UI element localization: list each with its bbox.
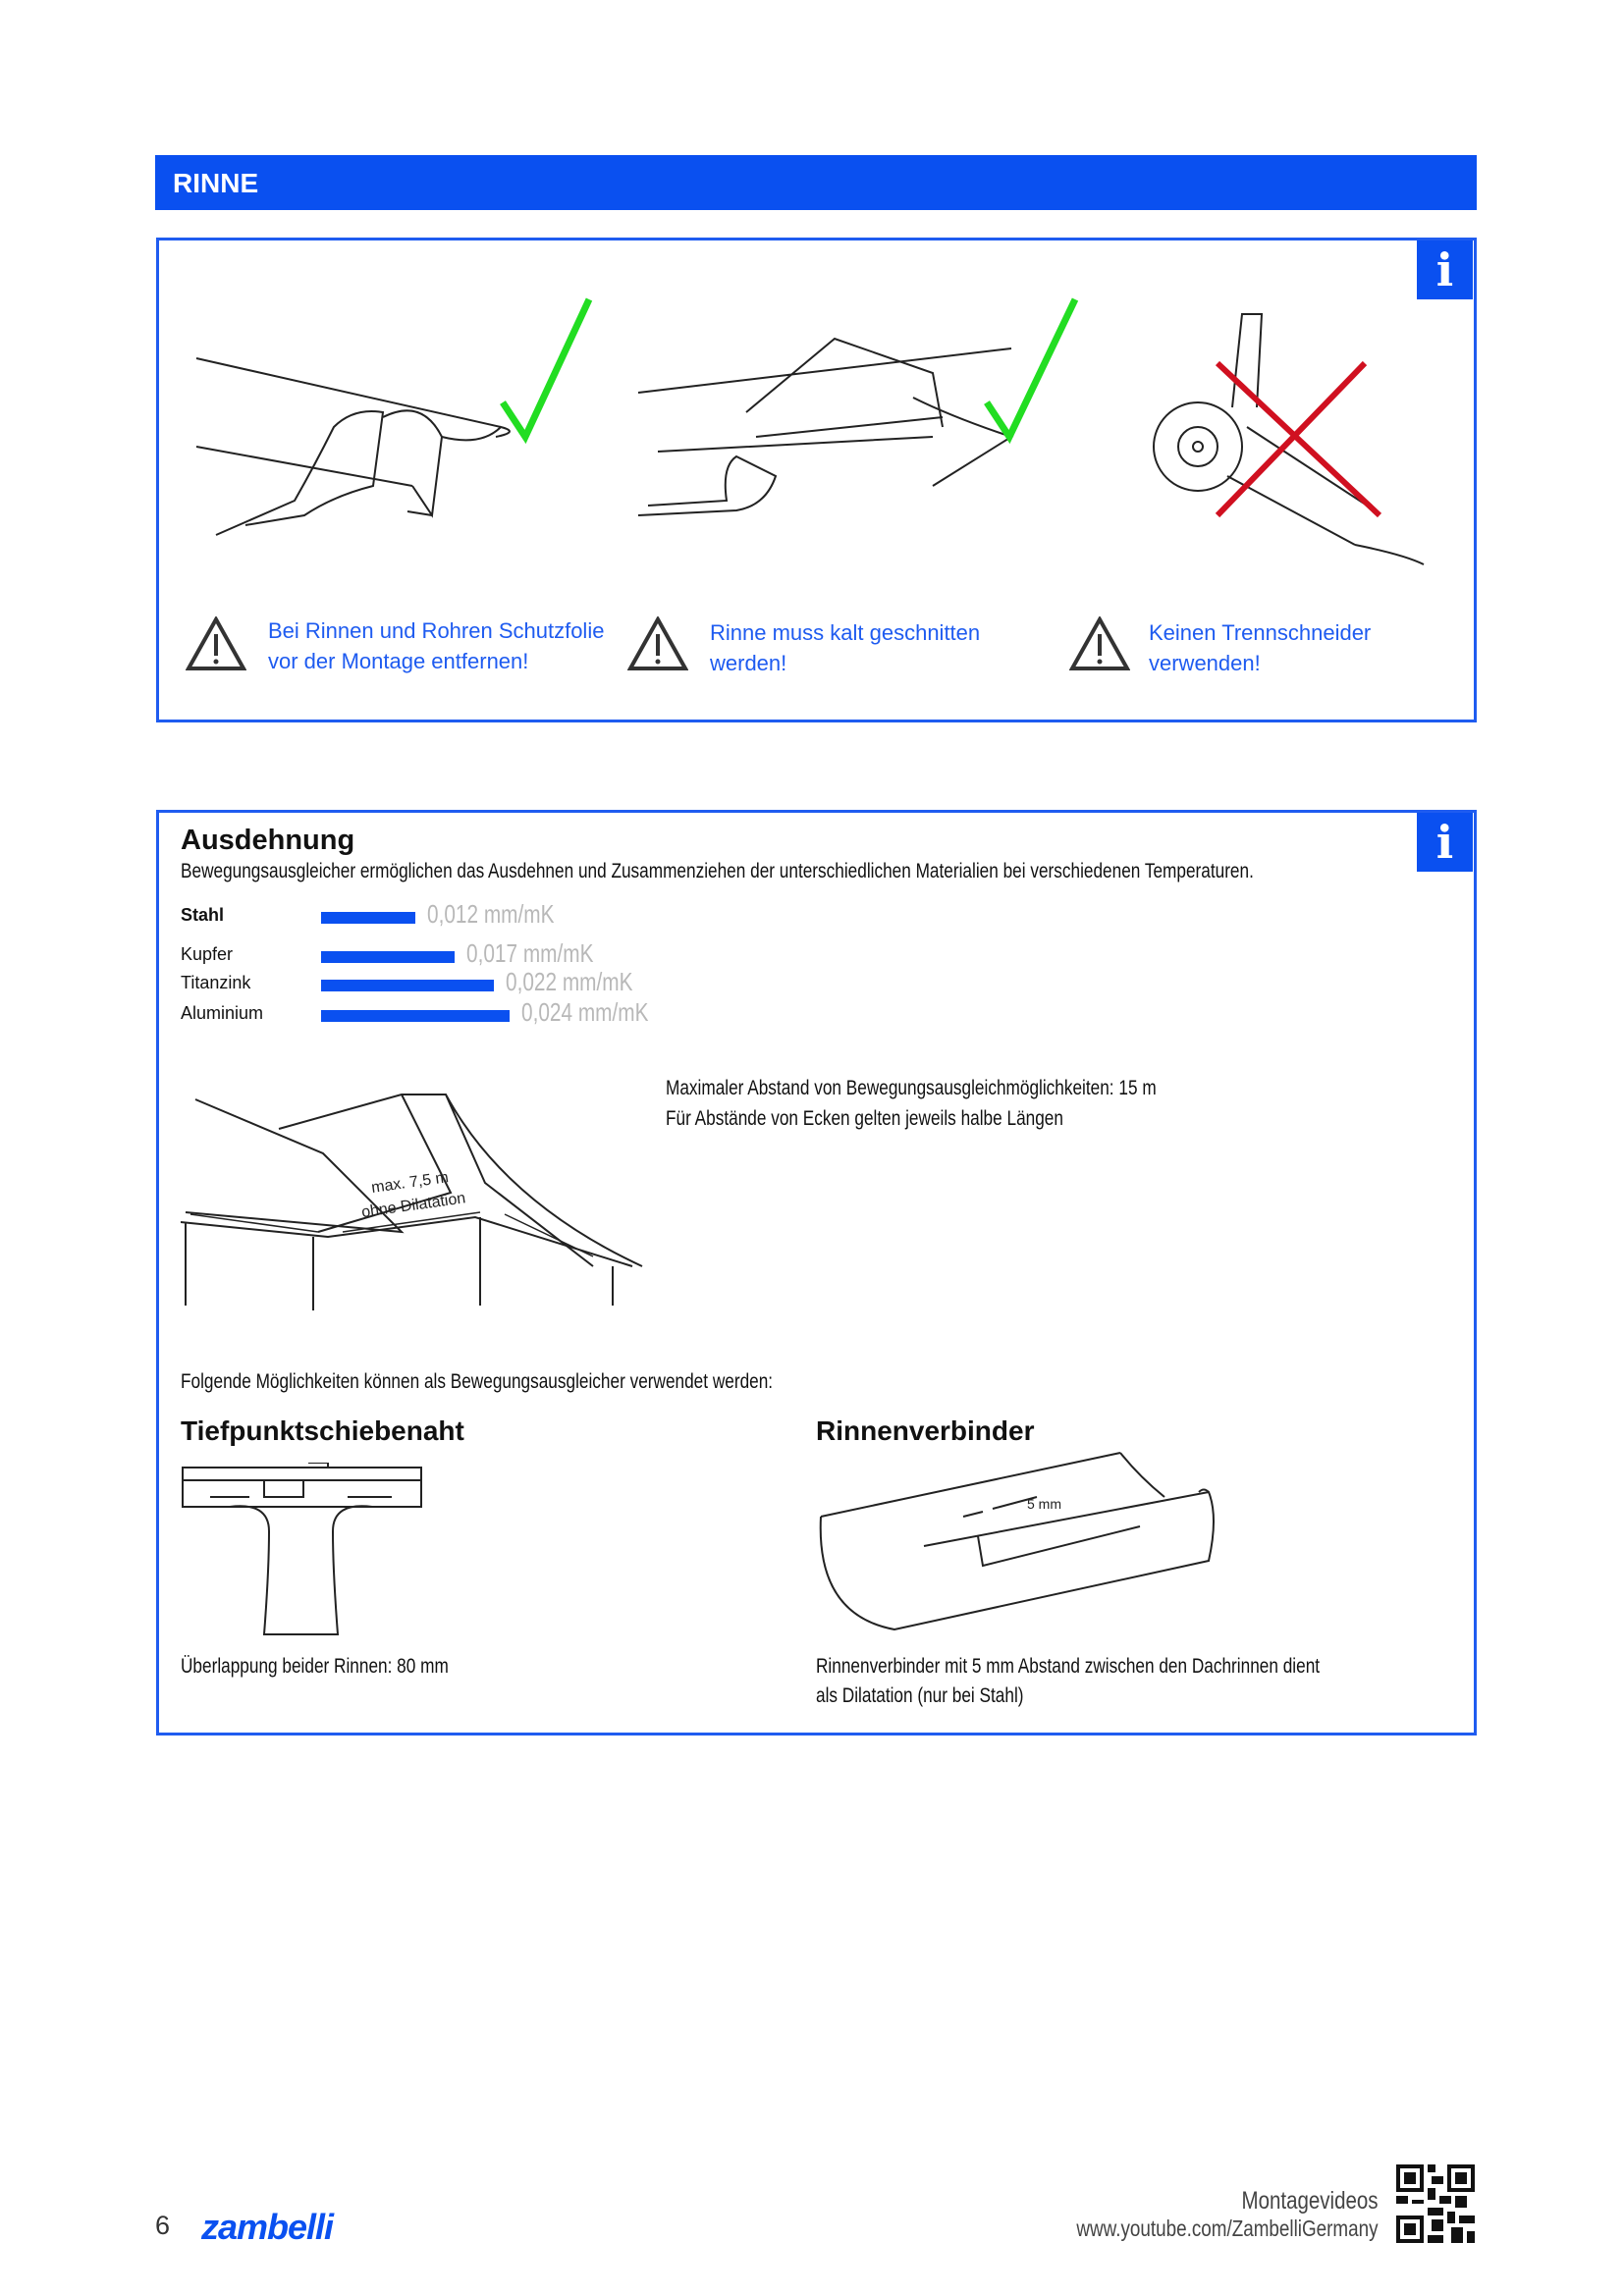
expansion-value: 0,017 mm/mK xyxy=(466,938,594,968)
expansion-title: Ausdehnung xyxy=(181,825,355,856)
warning-triangle-icon xyxy=(1069,616,1130,671)
expansion-description: Bewegungsausgleicher ermöglichen das Ausdehnen und Zusammenziehen der unterschiedlichen Materialien bei verschiedenen Temperaturen. xyxy=(181,860,1254,882)
material-name: Aluminium xyxy=(181,1003,264,1023)
qr-code-icon[interactable] xyxy=(1396,2164,1475,2243)
roof-gutter-diagram xyxy=(181,1085,652,1315)
option-tiefpunkt-title: Tiefpunktschiebenaht xyxy=(181,1415,464,1446)
gap-dimension-label: 5 mm xyxy=(1027,1496,1061,1512)
tiefpunkt-diagram xyxy=(181,1463,426,1639)
checkmark-icon xyxy=(987,299,1075,437)
corner-distance-note: Für Abstände von Ecken gelten jeweils halbe Längen xyxy=(666,1107,1063,1130)
expansion-bar xyxy=(321,980,494,991)
hacksaw-illustration xyxy=(638,339,1011,515)
zambelli-logo: zambelli xyxy=(201,2207,334,2247)
section-header: RINNE xyxy=(155,155,1477,210)
rinnenverbinder-caption-line2: als Dilatation (nur bei Stahl) xyxy=(816,1684,1024,1707)
youtube-url[interactable]: www.youtube.com/ZambelliGermany xyxy=(1076,2216,1379,2241)
material-name: Titanzink xyxy=(181,973,251,992)
cutting-illustrations xyxy=(187,290,1463,569)
expansion-value: 0,022 mm/mK xyxy=(506,967,633,996)
expansion-value: 0,012 mm/mK xyxy=(427,899,555,929)
max-distance-note: Maximaler Abstand von Bewegungsausgleichmöglichkeiten: 15 m xyxy=(666,1077,1157,1099)
expansion-bar xyxy=(321,912,415,924)
montagevideos-label: Montagevideos xyxy=(1241,2187,1379,2215)
diagram-label-dilatation: ohne Dilatation xyxy=(360,1190,467,1221)
expansion-value: 0,024 mm/mK xyxy=(521,997,649,1027)
material-name: Stahl xyxy=(181,905,225,925)
expansion-bar xyxy=(321,1010,510,1022)
page-number: 6 xyxy=(155,2211,171,2240)
warning-triangle-icon xyxy=(186,616,246,671)
option-rinnenverbinder-title: Rinnenverbinder xyxy=(816,1415,1035,1446)
rinnenverbinder-caption-line1: Rinnenverbinder mit 5 mm Abstand zwischen den Dachrinnen dient xyxy=(816,1655,1321,1678)
warning-text-cold-cut: Rinne muss kalt geschnitten werden! xyxy=(710,620,981,675)
hand-peeling-foil-illustration xyxy=(196,358,510,535)
options-intro: Folgende Möglichkeiten können als Bewegungsausgleicher verwendet werden: xyxy=(181,1370,774,1393)
info-icon: i xyxy=(1417,240,1473,299)
tiefpunkt-caption: Überlappung beider Rinnen: 80 mm xyxy=(181,1655,449,1678)
warning-text-no-grinder: Keinen Trennschneider verwenden! xyxy=(1149,620,1372,675)
rinnenverbinder-diagram xyxy=(816,1448,1218,1639)
diagram-label-max: max. 7,5 m xyxy=(370,1169,450,1197)
checkmark-icon xyxy=(503,299,589,437)
warning-triangle-icon xyxy=(627,616,688,671)
material-name: Kupfer xyxy=(181,944,234,964)
warning-text-foil: Bei Rinnen und Rohren Schutzfolie vor der Montage entfernen! xyxy=(268,618,605,673)
info-icon: i xyxy=(1417,813,1473,872)
expansion-bar xyxy=(321,951,455,963)
